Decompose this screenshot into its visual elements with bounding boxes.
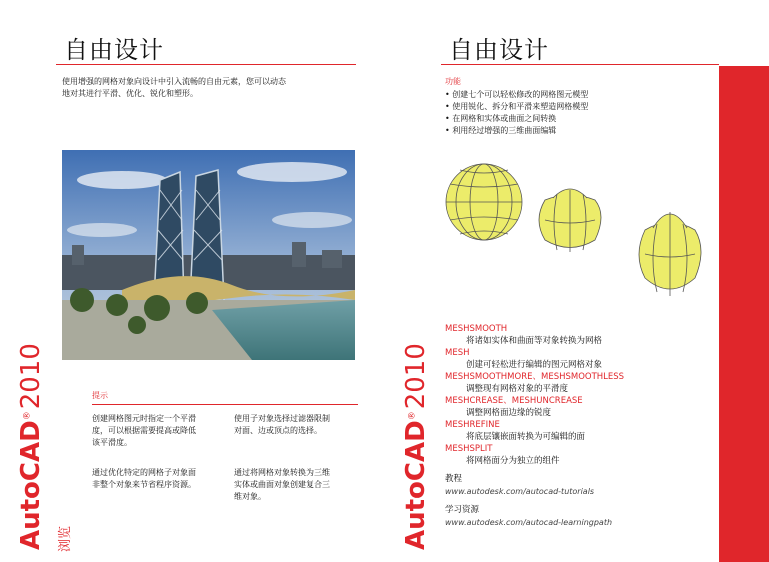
tip-line: 创建网格图元时指定一个平滑 bbox=[92, 414, 196, 423]
command-name: MESHSMOOTH bbox=[445, 324, 508, 334]
feature-item: • 利用经过增强的三维曲面编辑 bbox=[445, 125, 715, 137]
tip-1 bbox=[92, 413, 227, 449]
commands-list bbox=[445, 323, 720, 529]
brand-name: AutoCAD bbox=[16, 420, 46, 550]
right-page bbox=[385, 0, 769, 562]
left-title-rule bbox=[56, 64, 356, 65]
command-name: MESHSMOOTHMORE、MESHSMOOTHLESS bbox=[445, 372, 625, 382]
right-brand-wordmark bbox=[401, 343, 431, 550]
mesh-smoothed-shape-icon bbox=[539, 189, 601, 252]
right-title-rule bbox=[441, 64, 719, 65]
command-desc: 将网格面分为独立的组件 bbox=[466, 456, 560, 466]
left-page bbox=[0, 0, 384, 562]
intro-line: 使用增强的网格对象向设计中引入流畅的自由元素，您可以动态 bbox=[62, 77, 286, 86]
command-desc: 调整网格面边缘的锐度 bbox=[466, 408, 552, 418]
feature-item: • 使用锐化、拆分和平滑来塑造网格模型 bbox=[445, 101, 715, 113]
tip-line: 该平滑度。 bbox=[92, 438, 132, 447]
tip-line: 对面、边或顶点的选择。 bbox=[234, 426, 322, 435]
tip-line: 通过优化特定的网格子对象面 bbox=[92, 468, 196, 477]
tip-line: 通过将网格对象转换为三维 bbox=[234, 468, 330, 477]
tutorials-link[interactable]: www.autodesk.com/autocad-tutorials bbox=[445, 487, 595, 496]
brand-year: 2010 bbox=[401, 343, 431, 410]
left-section-label: 浏览 bbox=[58, 525, 73, 552]
command-desc: 将诸如实体和曲面等对象转换为网格 bbox=[466, 336, 603, 346]
brand-name: AutoCAD bbox=[401, 420, 431, 550]
feature-item: • 创建七个可以轻松修改的网格图元模型 bbox=[445, 89, 715, 101]
mesh-refined-shape-icon bbox=[639, 212, 701, 296]
tip-line: 维对象。 bbox=[234, 492, 266, 501]
mesh-illustration bbox=[445, 160, 715, 305]
brand-year: 2010 bbox=[16, 343, 46, 410]
command-desc: 将底层镶嵌面转换为可编辑的面 bbox=[466, 432, 586, 442]
features-list bbox=[445, 89, 715, 137]
learning-link[interactable]: www.autodesk.com/autocad-learningpath bbox=[445, 518, 613, 527]
features-heading: 功能 bbox=[445, 77, 461, 86]
tip-4 bbox=[234, 467, 364, 503]
intro-line: 地对其进行平滑、优化、锐化和塑形。 bbox=[62, 89, 198, 98]
command-name: MESH bbox=[445, 348, 470, 358]
left-intro bbox=[62, 76, 372, 100]
tip-2 bbox=[234, 413, 364, 437]
tip-line: 度，可以根据需要提高或降低 bbox=[92, 426, 196, 435]
right-page-title: 自由设计 bbox=[449, 36, 549, 64]
tutorials-heading: 教程 bbox=[445, 474, 463, 484]
left-brand-wordmark bbox=[16, 343, 46, 550]
tips-rule bbox=[92, 404, 358, 405]
command-name: MESHCREASE、MESHUNCREASE bbox=[445, 396, 583, 406]
brand-reg-mark: ® bbox=[22, 411, 33, 421]
tip-line: 实体或曲面对象创建复合三 bbox=[234, 480, 330, 489]
tip-line: 使用子对象选择过滤器限制 bbox=[234, 414, 330, 423]
command-name: MESHREFINE bbox=[445, 420, 500, 430]
architectural-render-image bbox=[62, 150, 355, 360]
right-red-band bbox=[719, 66, 769, 562]
tip-3 bbox=[92, 467, 227, 491]
tip-line: 非整个对象来节省程序资源。 bbox=[92, 480, 196, 489]
tips-heading: 提示 bbox=[92, 391, 108, 400]
feature-item: • 在网格和实体或曲面之间转换 bbox=[445, 113, 715, 125]
learning-heading: 学习资源 bbox=[445, 505, 480, 515]
command-name: MESHSPLIT bbox=[445, 444, 493, 454]
left-page-title: 自由设计 bbox=[64, 36, 164, 64]
command-desc: 创建可轻松进行编辑的图元网格对象 bbox=[466, 360, 603, 370]
command-desc: 调整现有网格对象的平滑度 bbox=[466, 384, 569, 394]
brand-reg-mark: ® bbox=[407, 411, 418, 421]
